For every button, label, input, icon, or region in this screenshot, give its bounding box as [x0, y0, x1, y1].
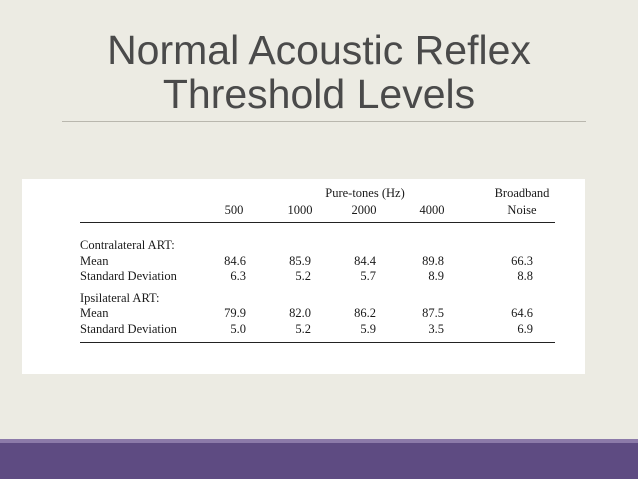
broadband-header-line-2: Noise — [507, 203, 537, 217]
slide-title-line-2: Threshold Levels — [162, 71, 476, 117]
header-rule — [80, 222, 555, 223]
cell: 89.8 — [422, 254, 444, 268]
cell: 5.7 — [360, 269, 376, 283]
section-heading-ipsilateral: Ipsilateral ART: — [80, 291, 160, 305]
cell: 84.6 — [224, 254, 246, 268]
cell: 5.2 — [295, 269, 311, 283]
broadband-header-line-1: Broadband — [494, 186, 550, 200]
cell: 6.3 — [230, 269, 246, 283]
row-label-ipsi-sd: Standard Deviation — [80, 322, 177, 336]
title-divider — [62, 121, 586, 122]
cell: 79.9 — [224, 306, 246, 320]
cell: 82.0 — [289, 306, 311, 320]
cell: 85.9 — [289, 254, 311, 268]
freq-2000-header: 2000 — [351, 203, 377, 217]
cell: 8.9 — [428, 269, 444, 283]
cell: 3.5 — [428, 322, 444, 336]
table-bottom-rule — [80, 342, 555, 343]
cell: 5.9 — [360, 322, 376, 336]
freq-4000-header: 4000 — [419, 203, 445, 217]
reflex-threshold-table — [22, 179, 585, 374]
cell: 5.2 — [295, 322, 311, 336]
cell: 6.9 — [517, 322, 533, 336]
cell: 84.4 — [354, 254, 376, 268]
pure-tones-header: Pure-tones (Hz) — [325, 186, 405, 200]
cell: 5.0 — [230, 322, 246, 336]
cell: 86.2 — [354, 306, 376, 320]
slide-title — [0, 28, 638, 116]
cell: 66.3 — [511, 254, 533, 268]
row-label-contra-sd: Standard Deviation — [80, 269, 177, 283]
cell: 64.6 — [511, 306, 533, 320]
footer-bar — [0, 443, 638, 479]
row-label-contra-mean: Mean — [80, 254, 109, 268]
slide-title-line-1: Normal Acoustic Reflex — [107, 27, 531, 73]
cell: 8.8 — [517, 269, 533, 283]
cell: 87.5 — [422, 306, 444, 320]
row-label-ipsi-mean: Mean — [80, 306, 109, 320]
freq-1000-header: 1000 — [287, 203, 313, 217]
freq-500-header: 500 — [224, 203, 244, 217]
section-heading-contralateral: Contralateral ART: — [80, 238, 175, 252]
